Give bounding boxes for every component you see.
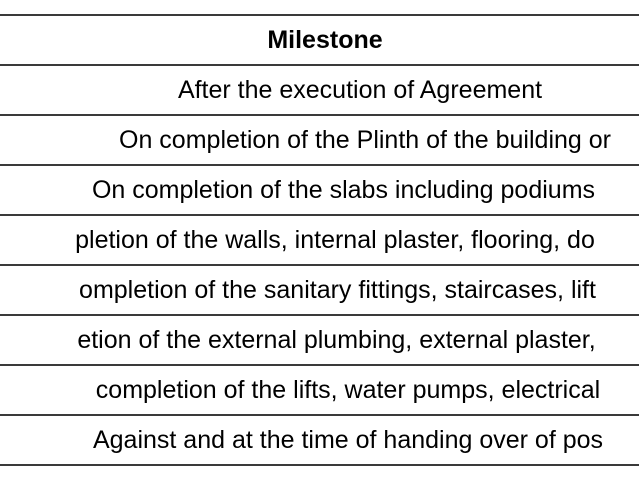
table-row (0, 115, 639, 165)
table-cell (0, 165, 639, 215)
milestone-text: On completion of the Plinth of the building or (119, 126, 611, 154)
table-row (0, 65, 639, 115)
milestone-table (0, 14, 639, 466)
table-row (0, 365, 639, 415)
table-row (0, 165, 639, 215)
milestone-text: etion of the external plumbing, external plaster, (77, 326, 596, 354)
table-cell (0, 115, 639, 165)
table-row (0, 265, 639, 315)
table-row (0, 315, 639, 365)
table-cell (0, 415, 639, 465)
table-row (0, 415, 639, 465)
table-cell (0, 365, 639, 415)
table-row (0, 215, 639, 265)
milestone-text: ompletion of the sanitary fittings, staircases, lift (79, 276, 596, 304)
table-cell (0, 265, 639, 315)
milestone-column-header: Milestone (0, 15, 639, 65)
table-cell (0, 215, 639, 265)
milestone-text: Against and at the time of handing over of pos (92, 426, 604, 454)
milestone-text: completion of the lifts, water pumps, electrical (95, 376, 601, 404)
table-cell (0, 65, 639, 115)
milestone-text: After the execution of Agreement (177, 76, 543, 104)
milestone-text: On completion of the slabs including podiums (91, 176, 596, 204)
milestone-text: pletion of the walls, internal plaster, flooring, do (75, 226, 595, 254)
table-cell (0, 315, 639, 365)
table-header-row (0, 15, 639, 65)
